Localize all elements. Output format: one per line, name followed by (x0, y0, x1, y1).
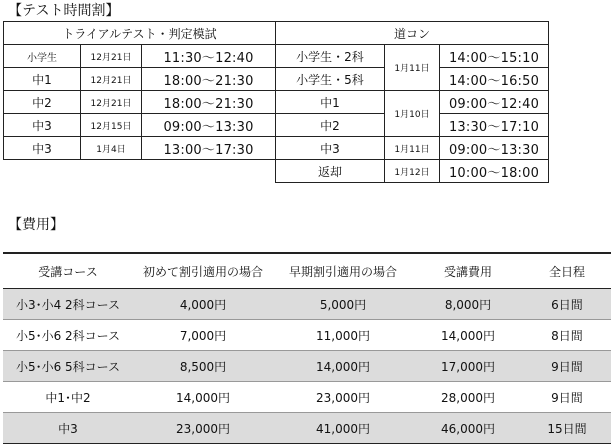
dokon-header: 道コン (276, 22, 549, 45)
fees-table (3, 252, 611, 444)
trial-test-header: トライアルテスト・判定模試 (4, 22, 276, 45)
dokon-time: 09:00～13:30 (440, 137, 549, 160)
trial-date: 1月4日 (81, 137, 142, 160)
fees-days: 15日間 (523, 413, 611, 444)
trial-grade: 中2 (4, 91, 81, 114)
fees-days: 9日間 (523, 351, 611, 382)
trial-row (4, 68, 276, 91)
fees-course: 小5･小6 2科コース (3, 320, 133, 351)
fees-title: 【費用】 (8, 217, 64, 233)
fees-column-header: 全日程 (523, 253, 611, 289)
trial-grade: 小学生 (4, 45, 81, 68)
fees-first-discount: 23,000円 (133, 413, 273, 444)
fees-price: 28,000円 (413, 382, 523, 413)
trial-time: 18:00～21:30 (142, 68, 276, 91)
fees-price: 14,000円 (413, 320, 523, 351)
dokon-date: 1月10日 (385, 91, 440, 137)
fees-header-row (3, 253, 611, 289)
fees-first-discount: 4,000円 (133, 289, 273, 320)
fees-course: 小5･小6 5科コース (3, 351, 133, 382)
dokon-date: 1月11日 (385, 45, 440, 91)
fees-row (3, 413, 611, 444)
fees-days: 6日間 (523, 289, 611, 320)
dokon-date: 1月11日 (385, 137, 440, 160)
fees-course: 中1･中2 (3, 382, 133, 413)
fees-price: 46,000円 (413, 413, 523, 444)
dokon-grade: 小学生・2科 (276, 45, 385, 68)
trial-time: 11:30～12:40 (142, 45, 276, 68)
fees-early-discount: 11,000円 (273, 320, 413, 351)
fees-early-discount: 14,000円 (273, 351, 413, 382)
fees-course: 小3･小4 2科コース (3, 289, 133, 320)
trial-time: 18:00～21:30 (142, 91, 276, 114)
dokon-grade: 中1 (276, 91, 385, 114)
trial-row (4, 114, 276, 137)
trial-date: 12月21日 (81, 68, 142, 91)
fees-early-discount: 5,000円 (273, 289, 413, 320)
fees-course: 中3 (3, 413, 133, 444)
fees-column-header: 早期割引適用の場合 (273, 253, 413, 289)
fees-column-header: 初めて割引適用の場合 (133, 253, 273, 289)
dokon-row (276, 137, 549, 160)
fees-price: 17,000円 (413, 351, 523, 382)
fees-first-discount: 8,500円 (133, 351, 273, 382)
fees-column-header: 受講費用 (413, 253, 523, 289)
dokon-row (276, 91, 549, 114)
dokon-time: 14:00～15:10 (440, 45, 549, 68)
trial-row (4, 137, 276, 160)
trial-test-schedule-table (3, 21, 276, 160)
dokon-row (276, 160, 549, 183)
trial-date: 12月15日 (81, 114, 142, 137)
dokon-grade: 中3 (276, 137, 385, 160)
fees-early-discount: 23,000円 (273, 382, 413, 413)
dokon-time: 13:30～17:10 (440, 114, 549, 137)
dokon-time: 14:00～16:50 (440, 68, 549, 91)
dokon-time: 09:00～12:40 (440, 91, 549, 114)
dokon-grade: 返却 (276, 160, 385, 183)
fees-row (3, 351, 611, 382)
trial-grade: 中3 (4, 137, 81, 160)
fees-days: 8日間 (523, 320, 611, 351)
fees-row (3, 289, 611, 320)
dokon-date: 1月12日 (385, 160, 440, 183)
fees-first-discount: 14,000円 (133, 382, 273, 413)
trial-grade: 中3 (4, 114, 81, 137)
fees-row (3, 382, 611, 413)
fees-price: 8,000円 (413, 289, 523, 320)
dokon-time: 10:00～18:00 (440, 160, 549, 183)
dokon-grade: 中2 (276, 114, 385, 137)
dokon-row (276, 45, 549, 68)
trial-date: 12月21日 (81, 45, 142, 68)
dokon-schedule-table (275, 21, 549, 183)
fees-days: 9日間 (523, 382, 611, 413)
dokon-grade: 小学生・5科 (276, 68, 385, 91)
trial-row (4, 91, 276, 114)
trial-date: 12月21日 (81, 91, 142, 114)
schedule-title: 【テスト時間割】 (8, 3, 120, 19)
trial-row (4, 45, 276, 68)
trial-time: 09:00～13:30 (142, 114, 276, 137)
fees-column-header: 受講コース (3, 253, 133, 289)
trial-time: 13:00～17:30 (142, 137, 276, 160)
fees-early-discount: 41,000円 (273, 413, 413, 444)
fees-first-discount: 7,000円 (133, 320, 273, 351)
trial-grade: 中1 (4, 68, 81, 91)
fees-row (3, 320, 611, 351)
